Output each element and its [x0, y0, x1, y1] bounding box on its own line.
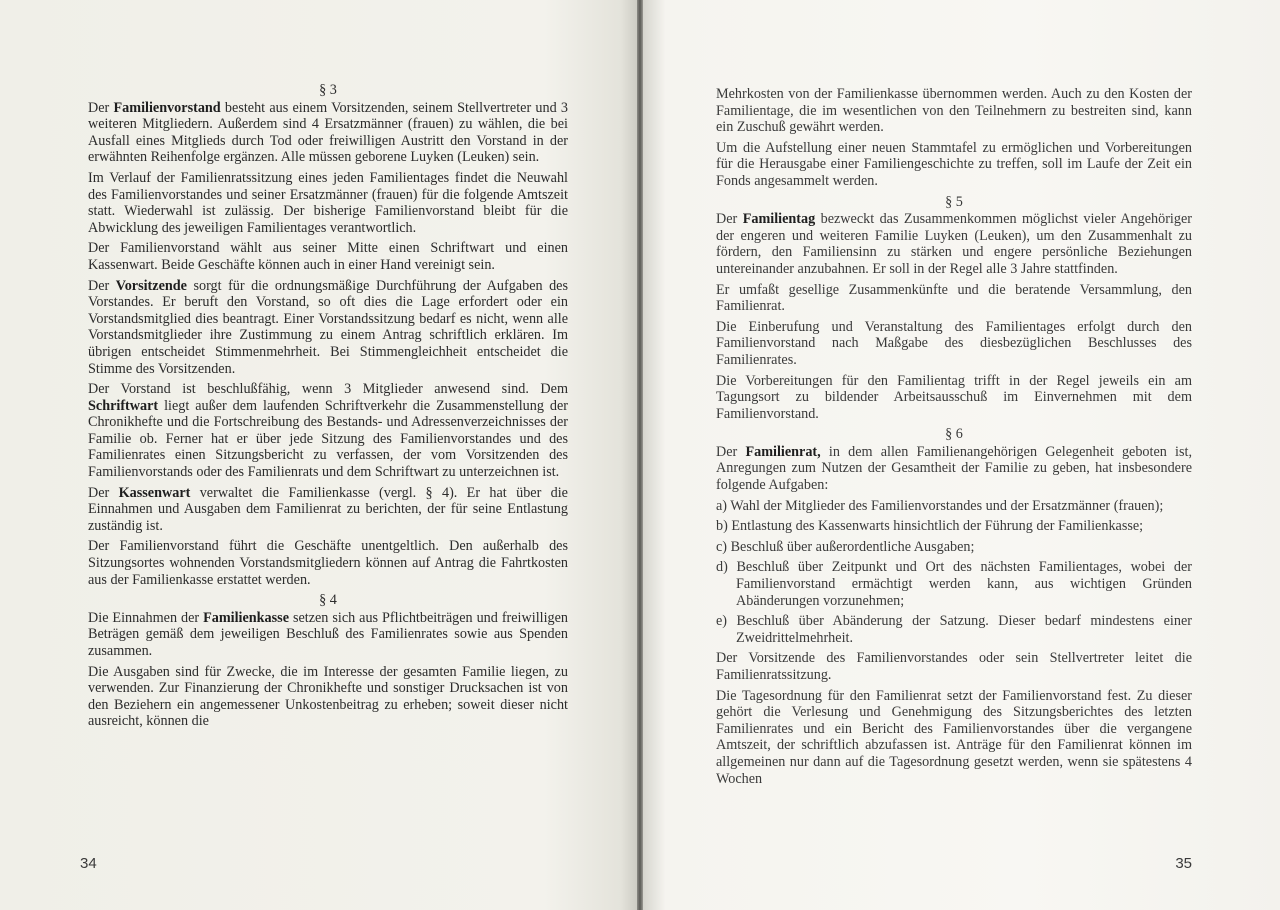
- section-6-heading: § 6: [945, 426, 963, 443]
- paragraph: Die Einberufung und Veranstaltung des Familientages erfolgt durch den Familienvorstand nach Maßgabe des diesbezüglichen Beschlusses des Familienrates.: [716, 318, 1192, 368]
- list-item: e) Beschluß über Abänderung der Satzung. Dieser bedarf mindestens einer Zweidrittelmehrheit.: [716, 613, 1192, 646]
- term-schriftwart: Schriftwart: [88, 397, 159, 414]
- section-4-heading: § 4: [319, 592, 337, 609]
- paragraph: Der Familienvorstand wählt aus seiner Mitte einen Schriftwart und einen Kassenwart. Beide Geschäfte können auch in einer Hand vereinigt sein.: [88, 240, 568, 273]
- paragraph: Der Kassenwart verwaltet die Familienkasse (vergl. § 4). Er hat über die Einnahmen und Ausgaben dem Familienrat zu berichten, der für seine Entlastung zuständig ist.: [88, 484, 568, 534]
- term-familienvorstand: Familienvorstand: [113, 99, 221, 116]
- term-familientag: Familientag: [742, 211, 816, 228]
- paragraph: Im Verlauf der Familienratssitzung eines jeden Familientages findet die Neuwahl des Familienvorstandes und seiner Ersatzmänner (frauen) für die folgende Amtszeit statt. Wiederwahl ist zulässig. Der bisherige Familienvorstand bleibt für die Abwicklung des jeweiligen Familientages verantwortlich.: [88, 169, 568, 236]
- left-page-text: [88, 80, 568, 734]
- right-page: [640, 0, 1280, 910]
- paragraph: Der Familienrat, in dem allen Familienangehörigen Gelegenheit geboten ist, Anregungen zum Nutzen der Gesamtheit der Familie zu geben, hat insbesondere folgende Aufgaben:: [716, 443, 1192, 494]
- paragraph: Der Vorsitzende des Familienvorstandes oder sein Stellvertreter leitet die Familienratssitzung.: [716, 650, 1192, 683]
- paragraph: Die Einnahmen der Familienkasse setzen sich aus Pflichtbeiträgen und freiwilligen Beträgen gemäß dem jeweiligen Beschluß des Familienrates sowie aus Spenden zusammen.: [88, 609, 569, 659]
- page-number: 34: [80, 855, 97, 872]
- paragraph: Die Ausgaben sind für Zwecke, die im Interesse der gesamten Familie liegen, zu verwenden. Zur Finanzierung der Chronikhefte und sonstiger Drucksachen ist von den Beziehern ein angemessener Unkostenbeitrag zu erheben; soweit dieser nicht ausreicht, können die: [88, 663, 568, 730]
- paragraph: Der Familienvorstand führt die Geschäfte unentgeltlich. Den außerhalb des Sitzungsortes wohnenden Vorstandsmitgliedern können auf Antrag die Fahrtkosten aus der Familienkasse erstattet werden.: [88, 538, 568, 588]
- list-item: c) Beschluß über außerordentliche Ausgaben;: [716, 538, 975, 555]
- section-3-heading: § 3: [319, 82, 337, 98]
- list-item: d) Beschluß über Zeitpunkt und Ort des nächsten Familientages, wobei der Familienvorstand ermächtigt werden kann, aus wichtigen Gründen Abänderungen vorzunehmen;: [716, 559, 1192, 609]
- paragraph: Der Vorstand ist beschlußfähig, wenn 3 Mitglieder anwesend sind. Dem Schriftwart liegt außer dem laufenden Schriftverkehr die Zusammenstellung der Chronikhefte und die Fortschreibung des Bestands- und Adressenverzeichnisses der Familie ob. Ferner hat er über jede Sitzung des Familienvorstandes und des Familienrates einen Sitzungsbericht zu verfassen, der vom Vorsitzenden des Familienvorstands oder des Familienrats und dem Schriftwart zu unterzeichnen ist.: [88, 381, 568, 481]
- book-gutter: [637, 0, 643, 910]
- right-page-text: [716, 86, 1192, 791]
- paragraph: Die Vorbereitungen für den Familientag trifft in der Regel jeweils ein am Tagungsort zu bildender Arbeitsausschuß im Einvernehmen mit dem Familienvorstand.: [716, 372, 1192, 422]
- paragraph: Um die Aufstellung einer neuen Stammtafel zu ermöglichen und Vorbereitungen für die Herausgabe einer Familiengeschichte zu treffen, soll im Laufe der Zeit ein Fonds angesammelt werden.: [716, 139, 1192, 189]
- term-familienrat: Familienrat,: [745, 443, 821, 460]
- term-familienkasse: Familienkasse: [203, 609, 289, 626]
- paragraph: Die Tagesordnung für den Familienrat setzt der Familienvorstand fest. Zu dieser gehört die Verlesung und Genehmigung des Sitzungsberichtes des letzten Familienrates und ein Bericht des Familienvorstandes über die vergangene Amtszeit, der schriftlich abzufassen ist. Anträge für den Familienrat können im allgemeinen nur dann auf die Tagesordnung gesetzt werden, wenn sie spätestens 4 Wochen: [716, 687, 1192, 787]
- list-item: b) Entlastung des Kassenwarts hinsichtlich der Führung der Familienkasse;: [716, 518, 1144, 535]
- paragraph: Mehrkosten von der Familienkasse übernommen werden. Auch zu den Kosten der Familientage, die im wesentlichen von den Teilnehmern zu bestreiten sind, kann ein Zuschuß gewährt werden.: [716, 86, 1192, 136]
- page-number: 35: [1175, 855, 1192, 872]
- paragraph: Der Familienvorstand besteht aus einem Vorsitzenden, seinem Stellvertreter und 3 weiteren Mitgliedern. Außerdem sind 4 Ersatzmänner (frauen) zu wählen, die bei Ausfall eines Mitglieds durch Tod oder freiwilligen Austritt den Vorstand in der erwähnten Reihenfolge ergänzen. Alle müssen geborene Luyken (Leuken) sein.: [88, 99, 568, 166]
- term-kassenwart: Kassenwart: [118, 484, 191, 501]
- paragraph: Der Vorsitzende sorgt für die ordnungsmäßige Durchführung der Aufgaben des Vorstandes. Er beruft den Vorstand, so oft dies die Lage erfordert oder ein Vorstandsmitglied dies beantragt. Einer Vorstandssitzung bedarf es nicht, wenn alle Vorstandsmitglieder ihre Zustimmung zu einem Antrag schriftlich erklären. Im übrigen entscheidet Stimmenmehrheit. Bei Stimmengleichheit entscheidet die Stimme des Vorsitzenden.: [88, 277, 568, 377]
- term-vorsitzende: Vorsitzende: [115, 277, 187, 294]
- section-5-heading: § 5: [945, 193, 963, 210]
- paragraph: Der Familientag bezweckt das Zusammenkommen möglichst vieler Angehöriger der engeren und weiteren Familie Luyken (Leuken), um den Zusammenhalt zu fördern, den Familiensinn zu stärken und engere persönliche Beziehungen untereinander anzubahnen. Er soll in der Regel alle 3 Jahre stattfinden.: [716, 211, 1192, 277]
- paragraph: Er umfaßt gesellige Zusammenkünfte und die beratende Versammlung, den Familienrat.: [716, 281, 1192, 315]
- list-item: a) Wahl der Mitglieder des Familienvorstandes und der Ersatzmänner (frauen);: [716, 497, 1164, 514]
